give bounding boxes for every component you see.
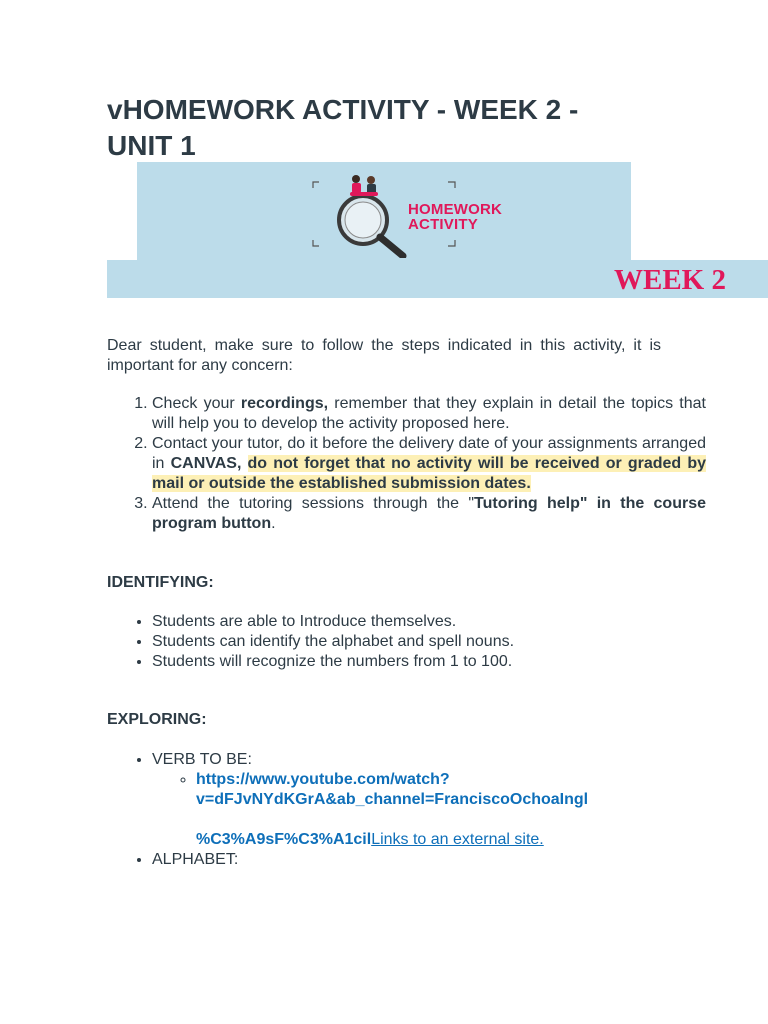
exploring-heading: EXPLORING: — [107, 711, 207, 728]
step-text — [241, 455, 247, 472]
logo-line-2: ACTIVITY — [408, 216, 478, 233]
logo-line-1: HOMEWORK — [408, 201, 503, 218]
step-emphasis: CANVAS, — [170, 455, 242, 472]
list-item: • Students are able to Introduce themselves. — [152, 612, 706, 632]
identifying-heading: IDENTIFYING: — [107, 574, 214, 591]
page-title: vHOMEWORK ACTIVITY - WEEK 2 - UNIT 1 — [107, 94, 579, 161]
identifying-list — [107, 612, 706, 672]
step-item — [152, 494, 706, 534]
resource-sublist — [152, 770, 706, 850]
exploring-list — [107, 750, 706, 870]
step-emphasis: recordings, — [240, 395, 329, 412]
steps-list — [107, 394, 706, 534]
list-item: • Students will recognize the numbers from 1 to 100. — [152, 652, 706, 672]
step-highlight: do not forget that no activity will be received or graded by mail or outside the established submission dates. — [152, 455, 706, 492]
homework-activity-logo — [408, 202, 528, 232]
list-item: • ALPHABET: — [152, 850, 706, 870]
step-text: . — [271, 515, 276, 532]
step-item — [152, 394, 706, 434]
list-item — [152, 750, 706, 850]
external-site-link[interactable]: Links to an external site. — [371, 831, 544, 848]
intro-paragraph: Dear student, make sure to follow the steps indicated in this activity, it is important for any concern: — [107, 337, 661, 374]
video-link-item — [196, 770, 706, 850]
verb-to-be-label: VERB TO BE: — [152, 751, 252, 768]
link-line-3: %C3%A9sF%C3%A1cil — [196, 831, 372, 848]
step-text: Attend the tutoring sessions through the " — [152, 495, 475, 512]
week-label: WEEK 2 — [614, 264, 726, 296]
step-text: Check your — [152, 395, 241, 412]
step-emphasis: Tutoring help" in the course program button — [152, 495, 706, 532]
link-line-1: https://www.youtube.com/watch? — [196, 771, 450, 788]
step-text: Contact your tutor, do it before the delivery date of your assignments arranged in — [152, 435, 706, 472]
link-line-2: v=dFJvNYdKGrA&ab_channel=FranciscoOchoaIngl — [196, 791, 589, 808]
step-item — [152, 434, 706, 494]
list-item: • Students can identify the alphabet and spell nouns. — [152, 632, 706, 652]
step-text: remember that they explain in detail the topics that will help you to develop the activity proposed here. — [152, 395, 706, 432]
